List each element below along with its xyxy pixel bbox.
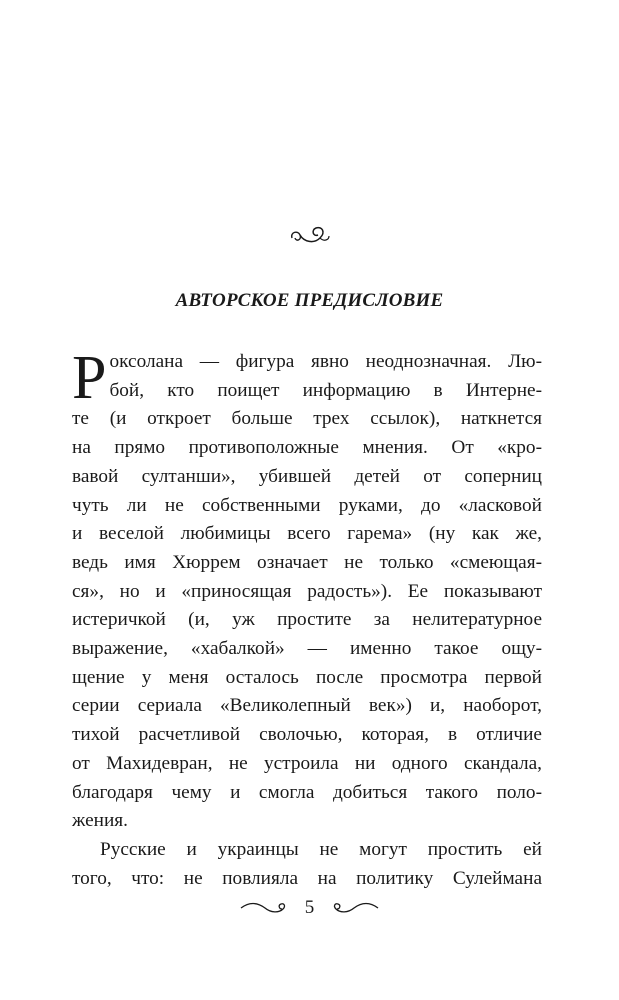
left-flourish-icon — [239, 898, 291, 918]
body-text — [72, 344, 542, 893]
text-line: те (и откроет больше трех ссылок), наткнется — [72, 408, 542, 430]
text-line: благодаря чему и смогла добиться такого поло- — [72, 781, 542, 803]
right-flourish-icon — [328, 898, 380, 918]
text-line: оксолана — фигура явно неоднозначная. Лю- — [109, 351, 542, 372]
top-ornament — [0, 222, 619, 252]
text-line: чуть ли не собственными руками, до «ласковой — [72, 494, 542, 516]
text-line: ведь имя Хюррем означает не только «смеющая- — [72, 551, 542, 573]
text-line: вавой султанши», убившей детей от соперниц — [72, 465, 542, 487]
text-line: того, что: не повлияла на политику Сулеймана — [72, 867, 542, 889]
paragraph-1 — [72, 344, 542, 836]
text-line: щение у меня осталось после просмотра первой — [72, 666, 542, 688]
text-line: серии сериала «Великолепный век») и, наоборот, — [72, 695, 542, 717]
text-line: выражение, «хабалкой» — именно такое ощу- — [72, 638, 542, 660]
page-number: 5 — [304, 897, 315, 918]
text-line: тихой расчетливой сволочью, которая, в отличие — [72, 724, 542, 746]
text-line: от Махидевран, не устроила ни одного скандала, — [72, 752, 542, 774]
text-line: истеричкой (и, уж простите за нелитературное — [72, 609, 542, 631]
flourish-icon — [288, 222, 332, 252]
page-footer — [0, 893, 619, 923]
paragraph-2 — [72, 836, 542, 893]
chapter-title: АВТОРСКОЕ ПРЕДИСЛОВИЕ — [175, 290, 444, 311]
text-line: и веселой любимицы всего гарема» (ну как же, — [72, 523, 542, 545]
text-line: на прямо противоположные мнения. От «кро- — [72, 437, 542, 459]
text-line: бой, кто поищет информацию в Интерне- — [109, 379, 542, 401]
text-line: жения. — [72, 810, 128, 832]
text-line: Русские и украинцы не могут простить ей — [100, 838, 542, 860]
text-line: ся», но и «приносящая радость»). Ее показывают — [72, 580, 542, 602]
drop-cap: Р — [72, 344, 107, 412]
